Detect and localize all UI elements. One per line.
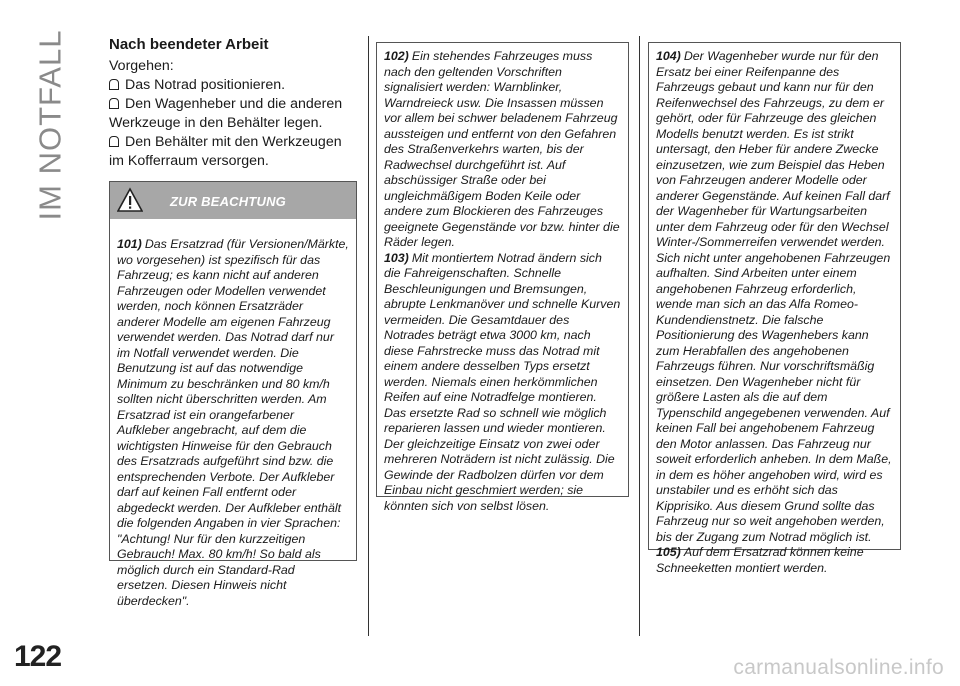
bullet-icon (109, 136, 119, 147)
watermark: carmanualsonline.info (733, 656, 944, 679)
warning-header (110, 182, 356, 219)
column-divider (639, 36, 640, 636)
step-item: Den Wagenheber und die anderen Werkzeuge in den Behälter legen. (109, 96, 343, 131)
warning-triangle-icon (117, 187, 143, 213)
column-1 (109, 36, 359, 171)
section-title-text: IM NOTFALL (32, 29, 67, 221)
step-item: Den Behälter mit den Werkzeugen im Kofferraum versorgen. (109, 134, 342, 169)
note-item: 102) Ein stehendes Fahrzeuges muss nach den geltenden Vorschriften signalisiert werden: Warnblinker, Warndreieck usw. Die Insassen müssen vor allem bei schwer beladenem Fahrzeug aussteigen und entfernt von den Gefahren des Straßenverkehrs warten, bis der Radwechsel durchgeführt ist. Auf abschüssiger Straße oder bei ungleichmäßigem Boden Keile oder andere zum Blockieren des Fahrzeuges geeignete Gegenstände vor bzw. hinter die Räder legen. (384, 49, 620, 249)
page-number: 122 (14, 640, 62, 673)
intro-text: Vorgehen: (109, 58, 174, 74)
section-title (20, 29, 80, 221)
warning-box (109, 181, 357, 608)
column-divider (368, 36, 369, 636)
note-item: 103) Mit montiertem Notrad ändern sich die Fahreigenschaften. Schnelle Beschleunigungen und Bremsungen, abrupte Lenkmanöver und schnelle Kurven vermeiden. Die Gesamtdauer des Notrades beträgt etwa 3000 km, nach diese Fahrstrecke muss das Notrad mit einem andere desselben Typs ersetzt werden. Niemals einen herkömmlichen Reifen auf eine Notradfelge montieren. Das ersetzte Rad so schnell wie möglich reparieren lassen und wieder montieren. Der gleichzeitige Einsatz von zwei oder mehreren Noträdern ist nicht zulässig. Die Gewinde der Radbolzen dürfen vor dem Einbau nicht geschmiert werden; sie könnten sich von selbst lösen. (384, 250, 621, 513)
bullet-icon (109, 98, 119, 109)
notes-box-102-103 (376, 42, 629, 513)
note-item: 105) Auf dem Ersatzrad können keine Schneeketten montiert werden. (656, 545, 864, 575)
note-item: 104) Der Wagenheber wurde nur für den Ersatz bei einer Reifenpanne des Fahrzeugs gebaut und kann nur für den Reifenwechsel des Fahrzeugs, zu dem er gehört, oder für Fahrzeuge des gleichen Modells benutzt werden. Es ist strikt untersagt, den Heber für andere Zwecke einzusetzen, wie zum Beispiel das Heben von Fahrzeugen anderer Modelle oder anderer Gegenstände. Auf keinen Fall darf der Wagenheber für Wartungsarbeiten unter dem Fahrzeug oder für den Wechsel Winter-/Sommerreifen verwendet werden. Sich nicht unter angehobenen Fahrzeugen aufhalten. Sind Arbeiten unter einem angehobenen Fahrzeug erforderlich, wende man sich an das Alfa Romeo-Kundendienstnetz. Die falsche Positionierung des Wagenhebers kann zum Herabfallen des angehobenen Fahrzeugs führen. Nur vorschriftsmäßig einsetzen. Den Wagenheber nicht für größere Lasten als die auf dem Typenschild angegebenen verwenden. Auf keinen Fall bei angehobenem Fahrzeug den Motor anlassen. Das Fahrzeug nur soweit erforderlich anheben. In dem Maße, in dem es höher angehoben wird, wird es unstabiler und es erhöht sich das Kipprisiko. Aus diesem Grund sollte das Fahrzeug nur so weit angehoben werden, bis der Zugang zum Notrad möglich ist. (656, 49, 892, 544)
note-item: 101) Das Ersatzrad (für Versionen/Märkte, wo vorgesehen) ist spezifisch für das Fahrzeug; es kann nicht auf anderen Fahrzeugen oder Modellen verwendet werden, noch können Ersatzräder anderer Modelle am eigenen Fahrzeug verwendet werden. Das Notrad darf nur im Notfall verwendet werden. Die Benutzung ist auf das notwendige Minimum zu beschränken und 80 km/h sollten nicht überschritten werden. Am Ersatzrad ist ein orangefarbener Aufkleber angebracht, auf dem die wichtigsten Hinweise für den Gebrauch des Ersatzrads aufgeführt sind bzw. die entsprechenden Verbote. Der Aufkleber darf auf keinen Fall entfernt oder abgedeckt werden. Der Aufkleber enthält die folgenden Angaben in vier Sprachen: "Achtung! Nur für den kurzzeitigen Gebrauch! Max. 80 km/h! So bald als möglich durch ein Standard-Rad ersetzen. Diesen Hinweis nicht überdecken". (117, 237, 349, 608)
section-heading: Nach beendeter Arbeit (109, 36, 269, 53)
warning-text (110, 219, 356, 609)
step-item: Das Notrad positionieren. (109, 76, 359, 95)
notes-box-104-105 (648, 42, 901, 575)
bullet-icon (109, 79, 119, 90)
warning-title: ZUR BEACHTUNG (170, 194, 286, 209)
